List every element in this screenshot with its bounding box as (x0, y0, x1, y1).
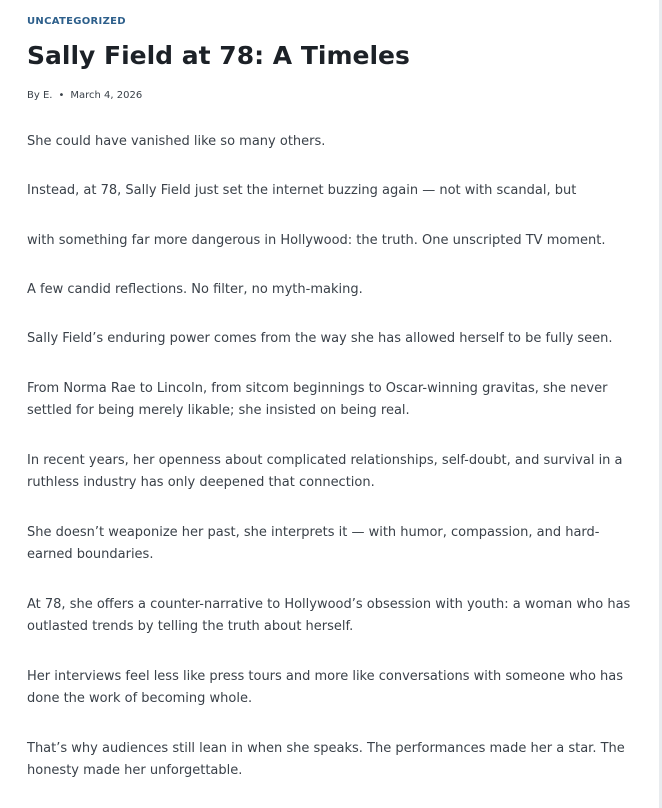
paragraph: Sally Field’s enduring power comes from the way she has allowed herself to be fully seen. (27, 331, 613, 346)
meta-separator: • (58, 90, 65, 101)
paragraph: In recent years, her openness about complicated relationships, self-doubt, and survival in a ruthless industry has only deepened that connection. (27, 453, 623, 490)
paragraph: At 78, she offers a counter-narrative to Hollywood’s obsession with youth: a woman who has outlasted trends by telling the truth about herself. (27, 597, 631, 634)
paragraph: Instead, at 78, Sally Field just set the internet buzzing again — not with scandal, but (27, 183, 577, 198)
post-date: March 4, 2026 (70, 90, 143, 101)
post-meta (27, 89, 142, 103)
paragraph: From Norma Rae to Lincoln, from sitcom beginnings to Oscar-winning gravitas, she never settled for being merely likable; she insisted on being real. (27, 381, 608, 418)
post-title: Sally Field at 78: A Timeles (27, 41, 410, 70)
paragraph: A few candid reflections. No filter, no myth-making. (27, 282, 363, 297)
category-link[interactable]: UNCATEGORIZED (27, 16, 126, 27)
post-author[interactable]: By E. (27, 90, 53, 101)
paragraph: with something far more dangerous in Hollywood: the truth. One unscripted TV moment. (27, 233, 606, 248)
paragraph: She doesn’t weaponize her past, she interprets it — with humor, compassion, and hard-earned boundaries. (27, 525, 600, 562)
paragraph: That’s why audiences still lean in when she speaks. The performances made her a star. The honesty made her unforgettable. (27, 741, 625, 778)
paragraph: She could have vanished like so many others. (27, 134, 326, 149)
paragraph: Her interviews feel less like press tours and more like conversations with someone who has done the work of becoming whole. (27, 669, 624, 706)
